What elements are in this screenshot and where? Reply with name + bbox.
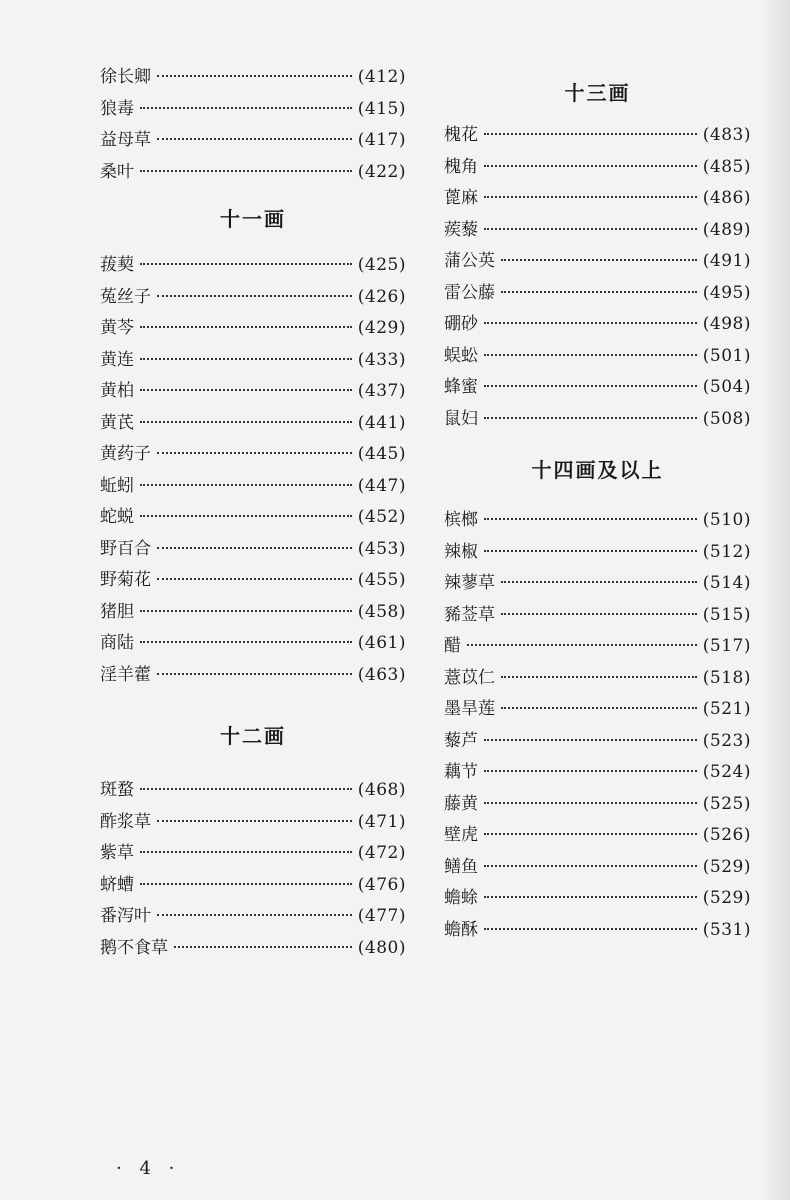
dot-leader (140, 851, 352, 853)
dot-leader (484, 896, 697, 898)
dot-leader (157, 138, 352, 140)
dot-leader (484, 865, 697, 867)
entry-name: 番泻叶 (100, 906, 151, 926)
entry-group-10-strokes (100, 62, 406, 188)
entry-page-number: (529) (702, 856, 751, 877)
dot-leader (140, 421, 352, 423)
entry-name: 鳝鱼 (444, 856, 478, 877)
entry-name: 醋 (444, 636, 461, 656)
index-entry (444, 372, 751, 404)
index-entry (100, 870, 406, 902)
index-entry (444, 600, 751, 632)
dot-leader (140, 107, 352, 109)
entry-page-number: (523) (702, 730, 751, 751)
dot-leader (140, 641, 352, 643)
entry-page-number: (486) (702, 188, 751, 208)
entry-page-number: (471) (357, 811, 406, 832)
index-entry (100, 439, 406, 471)
dot-leader (484, 518, 697, 520)
dot-leader (484, 196, 697, 198)
dot-leader (157, 914, 352, 916)
entry-name: 蛴螬 (100, 874, 134, 895)
index-entry (444, 915, 751, 947)
dot-leader (157, 578, 352, 580)
entry-name: 益母草 (100, 130, 151, 150)
dot-leader (157, 75, 352, 77)
section-heading-14-plus-strokes: 十四画及以上 (531, 458, 664, 482)
entry-name: 蒺藜 (444, 219, 478, 240)
entry-page-number: (412) (357, 67, 406, 87)
entry-name: 黄柏 (100, 381, 134, 401)
entry-page-number: (441) (357, 412, 406, 433)
entry-name: 蚯蚓 (100, 475, 134, 496)
entry-page-number: (504) (702, 377, 751, 397)
entry-page-number: (510) (702, 510, 751, 530)
entry-name: 藤黄 (444, 793, 478, 814)
dot-leader (174, 946, 352, 948)
index-entry (100, 408, 406, 440)
dot-leader (157, 820, 352, 822)
entry-name: 壁虎 (444, 825, 478, 845)
index-entry (100, 901, 406, 933)
entry-page-number: (472) (357, 843, 406, 863)
dot-leader (484, 802, 697, 804)
page-number: · 4 · (116, 1158, 181, 1179)
entry-name: 商陆 (100, 633, 134, 653)
entry-name: 菝葜 (100, 255, 134, 275)
index-entry (100, 628, 406, 660)
index-entry (100, 125, 406, 157)
entry-page-number: (437) (357, 381, 406, 401)
entry-page-number: (452) (357, 507, 406, 527)
dot-leader (484, 417, 697, 419)
entry-name: 槟榔 (444, 510, 478, 530)
entry-page-number: (491) (702, 251, 751, 271)
entry-page-number: (526) (702, 825, 751, 845)
entry-page-number: (422) (357, 161, 406, 182)
entry-name: 黄芩 (100, 318, 134, 338)
entry-name: 鹅不食草 (100, 937, 168, 958)
entry-name: 菟丝子 (100, 286, 151, 307)
section-heading-13-strokes: 十三画 (564, 81, 631, 105)
entry-name: 蒲公英 (444, 251, 495, 271)
dot-leader (467, 644, 697, 646)
index-entry (100, 534, 406, 566)
dot-leader (501, 676, 697, 678)
index-entry (444, 120, 751, 152)
dot-leader (140, 788, 352, 790)
entry-name: 槐花 (444, 125, 478, 145)
index-entry (100, 157, 406, 189)
index-entry (444, 183, 751, 215)
dot-leader (484, 165, 697, 167)
entry-name: 斑蝥 (100, 780, 134, 800)
dot-leader (140, 358, 352, 360)
index-entry (100, 313, 406, 345)
entry-name: 蟾蜍 (444, 888, 478, 908)
entry-page-number: (426) (357, 286, 406, 307)
entry-group-13-strokes (444, 120, 751, 435)
dot-leader (140, 326, 352, 328)
entry-page-number: (429) (357, 318, 406, 338)
dot-leader (157, 452, 352, 454)
right-column (444, 78, 751, 946)
entry-name: 辣蓼草 (444, 573, 495, 593)
entry-page-number: (512) (702, 541, 751, 562)
entry-name: 硼砂 (444, 314, 478, 334)
entry-name: 藕节 (444, 762, 478, 782)
entry-page-number: (531) (702, 919, 751, 940)
entry-group-11-strokes (100, 250, 406, 691)
dot-leader (140, 484, 352, 486)
entry-page-number: (521) (702, 699, 751, 719)
entry-name: 淫羊藿 (100, 664, 151, 685)
entry-page-number: (480) (357, 937, 406, 958)
entry-page-number: (477) (357, 906, 406, 926)
entry-name: 藜芦 (444, 730, 478, 751)
index-entry (444, 789, 751, 821)
dot-leader (484, 133, 697, 135)
entry-name: 狼毒 (100, 98, 134, 119)
entry-name: 黄芪 (100, 412, 134, 433)
dot-leader (501, 707, 697, 709)
entry-name: 野菊花 (100, 570, 151, 590)
entry-page-number: (525) (702, 793, 751, 814)
entry-page-number: (517) (702, 636, 751, 656)
index-entry (444, 215, 751, 247)
entry-page-number: (501) (702, 345, 751, 366)
dot-leader (484, 322, 697, 324)
entry-page-number: (524) (702, 762, 751, 782)
entry-name: 蟾酥 (444, 919, 478, 940)
dot-leader (140, 263, 352, 265)
index-entry (100, 62, 406, 94)
dot-leader (484, 354, 697, 356)
index-entry (100, 565, 406, 597)
index-entry (444, 757, 751, 789)
entry-page-number: (515) (702, 604, 751, 625)
dot-leader (140, 389, 352, 391)
entry-name: 酢浆草 (100, 811, 151, 832)
index-entry (100, 94, 406, 126)
entry-name: 蛇蜕 (100, 507, 134, 527)
entry-name: 蜈蚣 (444, 345, 478, 366)
entry-page-number: (489) (702, 219, 751, 240)
index-entry (100, 471, 406, 503)
entry-name: 薏苡仁 (444, 667, 495, 688)
entry-page-number: (461) (357, 633, 406, 653)
index-entry (444, 152, 751, 184)
entry-page-number: (463) (357, 664, 406, 685)
index-entry (100, 660, 406, 692)
index-entry (444, 278, 751, 310)
section-heading-12-strokes: 十二画 (220, 724, 286, 748)
dot-leader (140, 610, 352, 612)
index-entry (444, 694, 751, 726)
entry-page-number: (415) (357, 98, 406, 119)
entry-page-number: (455) (357, 570, 406, 590)
dot-leader (484, 833, 697, 835)
entry-group-14-plus-strokes (444, 505, 751, 946)
dot-leader (140, 515, 352, 517)
entry-name: 槐角 (444, 156, 478, 177)
entry-group-12-strokes (100, 775, 406, 964)
entry-name: 辣椒 (444, 541, 478, 562)
index-entry (444, 341, 751, 373)
entry-page-number: (417) (357, 130, 406, 150)
entry-page-number: (485) (702, 156, 751, 177)
dot-leader (484, 228, 697, 230)
dot-leader (157, 673, 352, 675)
dot-leader (140, 170, 352, 172)
left-column (100, 62, 406, 964)
dot-leader (157, 295, 352, 297)
entry-page-number: (529) (702, 888, 751, 908)
index-entry (444, 852, 751, 884)
entry-name: 墨旱莲 (444, 699, 495, 719)
entry-name: 蓖麻 (444, 188, 478, 208)
index-entry (444, 726, 751, 758)
entry-name: 徐长卿 (100, 67, 151, 87)
entry-name: 黄药子 (100, 444, 151, 464)
dot-leader (484, 739, 697, 741)
dot-leader (484, 928, 697, 930)
entry-page-number: (453) (357, 538, 406, 559)
entry-page-number: (483) (702, 125, 751, 145)
dot-leader (501, 291, 697, 293)
dot-leader (484, 550, 697, 552)
entry-name: 鼠妇 (444, 408, 478, 429)
index-entry (100, 597, 406, 629)
index-entry (444, 568, 751, 600)
index-entry (100, 838, 406, 870)
entry-name: 野百合 (100, 538, 151, 559)
dot-leader (484, 385, 697, 387)
index-entry (100, 376, 406, 408)
entry-page-number: (495) (702, 282, 751, 303)
entry-name: 紫草 (100, 843, 134, 863)
dot-leader (501, 581, 697, 583)
index-entry (100, 502, 406, 534)
entry-page-number: (445) (357, 444, 406, 464)
entry-page-number: (476) (357, 874, 406, 895)
entry-name: 雷公藤 (444, 282, 495, 303)
entry-page-number: (433) (357, 349, 406, 370)
entry-name: 桑叶 (100, 161, 134, 182)
index-entry (100, 345, 406, 377)
entry-page-number: (498) (702, 314, 751, 334)
entry-page-number: (508) (702, 408, 751, 429)
entry-name: 猪胆 (100, 601, 134, 622)
section-heading-11-strokes: 十一画 (220, 207, 286, 231)
index-entry (444, 246, 751, 278)
entry-page-number: (425) (357, 255, 406, 275)
entry-page-number: (514) (702, 573, 751, 593)
index-entry (100, 282, 406, 314)
index-entry (444, 883, 751, 915)
entry-page-number: (458) (357, 601, 406, 622)
dot-leader (501, 259, 697, 261)
index-entry (444, 537, 751, 569)
dot-leader (140, 883, 352, 885)
entry-page-number: (468) (357, 780, 406, 800)
dot-leader (501, 613, 697, 615)
index-entry (100, 250, 406, 282)
entry-name: 黄连 (100, 349, 134, 370)
index-entry (100, 933, 406, 965)
page-edge-shadow (760, 0, 790, 1200)
dot-leader (484, 770, 697, 772)
index-entry (444, 404, 751, 436)
index-entry (100, 775, 406, 807)
index-entry (444, 820, 751, 852)
dot-leader (157, 547, 352, 549)
entry-page-number: (447) (357, 475, 406, 496)
index-entry (444, 309, 751, 341)
index-entry (444, 663, 751, 695)
entry-page-number: (518) (702, 667, 751, 688)
index-entry (444, 505, 751, 537)
entry-name: 蜂蜜 (444, 377, 478, 397)
index-entry (444, 631, 751, 663)
index-entry (100, 807, 406, 839)
entry-name: 豨莶草 (444, 604, 495, 625)
